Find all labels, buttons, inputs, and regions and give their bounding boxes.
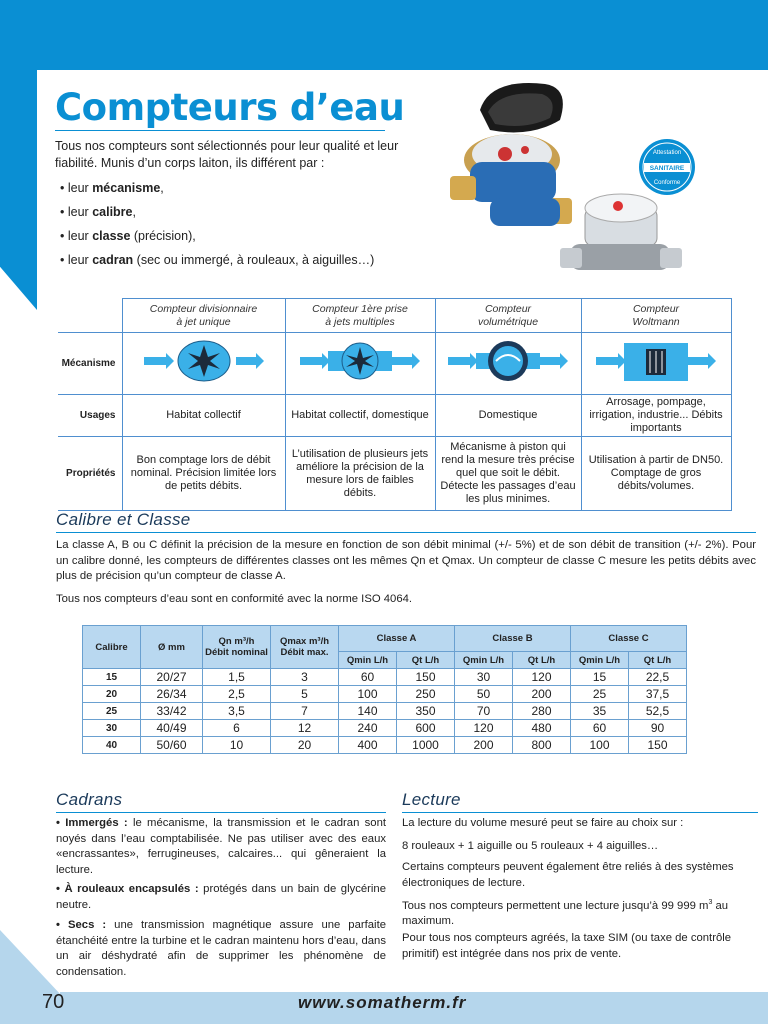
usage-cell: Habitat collectif, domestique <box>285 395 435 437</box>
table-cell: 7 <box>271 703 339 720</box>
table-cell: 480 <box>513 720 571 737</box>
cadran-secs: • Secs : une transmission magnétique assure une parfaite étanchéité entre la turbine et le cadran maintenu hors d’eau, dans un air déshydraté afin de supprimer les phénomène de condensation. <box>56 919 386 978</box>
list-item: • leur cadran (sec ou immergé, à rouleaux, à aiguilles…) <box>60 253 375 267</box>
table-cell: 20/27 <box>141 669 203 686</box>
table-cell: 25 <box>571 686 629 703</box>
table-row <box>83 669 687 686</box>
left-accent-band <box>0 70 37 310</box>
list-item: • leur classe (précision), <box>60 229 196 243</box>
table-cell: 40 <box>83 737 141 754</box>
svg-text:Attestation: Attestation <box>652 150 682 156</box>
table-cell: 280 <box>513 703 571 720</box>
table-cell: 15 <box>83 669 141 686</box>
table-cell: 60 <box>571 720 629 737</box>
usage-cell: Domestique <box>435 395 581 437</box>
table-cell: 37,5 <box>629 686 687 703</box>
table-cell: 25 <box>83 703 141 720</box>
lecture-intro: La lecture du volume mesuré peut se faire au choix sur : <box>402 817 684 829</box>
table-cell: 50/60 <box>141 737 203 754</box>
calibre-table <box>82 625 687 754</box>
calibre-table-body <box>83 669 687 754</box>
table-cell: 22,5 <box>629 669 687 686</box>
properties-cell: Bon comptage lors de débit nominal. Précision limitée lors de petits débits. <box>122 437 285 511</box>
col-qmax: Qmax m³/h Débit max. <box>271 626 339 669</box>
table-cell: 35 <box>571 703 629 720</box>
col-qmin: Qmin L/h <box>571 652 629 669</box>
page-number: 70 <box>42 991 65 1013</box>
sanitary-certification-seal <box>638 138 696 196</box>
table-cell: 250 <box>397 686 455 703</box>
multi-jet-diagram <box>285 333 435 395</box>
table-cell: 120 <box>513 669 571 686</box>
table-cell: 40/49 <box>141 720 203 737</box>
col-qt: Qt L/h <box>629 652 687 669</box>
col-qt: Qt L/h <box>397 652 455 669</box>
section-rule <box>402 812 758 813</box>
col-qmin: Qmin L/h <box>339 652 397 669</box>
table-cell: 200 <box>513 686 571 703</box>
properties-cell: Utilisation à partir de DN50. Comptage de gros débits/volumes. <box>581 437 731 511</box>
table-cell: 140 <box>339 703 397 720</box>
col-diameter: Ø mm <box>141 626 203 669</box>
table-cell: 2,5 <box>203 686 271 703</box>
lecture-electronic: Certains compteurs peuvent également être reliés à des systèmes électroniques de lecture. <box>402 861 734 889</box>
section-rule <box>56 812 386 813</box>
col-qmin: Qmin L/h <box>455 652 513 669</box>
col-class-c: Classe C <box>571 626 687 652</box>
table-cell: 1,5 <box>203 669 271 686</box>
svg-text:SANITAIRE: SANITAIRE <box>649 165 685 172</box>
table-cell: 3 <box>271 669 339 686</box>
table-cell: 52,5 <box>629 703 687 720</box>
section-title-lecture: Lecture <box>402 790 461 809</box>
col-class-b: Classe B <box>455 626 571 652</box>
cadran-rouleaux: • À rouleaux encapsulés : protégés dans un bain de glycérine neutre. <box>56 883 386 911</box>
table-row <box>83 703 687 720</box>
title-underline <box>55 130 385 131</box>
table-cell: 70 <box>455 703 513 720</box>
row-label-proprietes: Propriétés <box>58 437 122 511</box>
calibre-paragraph: La classe A, B ou C définit la précision de la mesure en fonction de son débit minimal (+/- 5%) et de son débit de transition (+/- 2%). Pour un calibre donné, les compteurs de différentes classes ont les mêmes Qn et Qmax. Un compteur de classe C mesure les petits débits avec plus de précision qu’un compteur de classe A. <box>56 539 756 583</box>
svg-text:Conforme: Conforme <box>653 180 681 186</box>
table-cell: 150 <box>397 669 455 686</box>
table-cell: 30 <box>83 720 141 737</box>
table-cell: 200 <box>455 737 513 754</box>
properties-cell: L’utilisation de plusieurs jets améliore la précision de la mesure lors de faibles débits. <box>285 437 435 511</box>
list-item: • leur mécanisme, <box>60 181 164 195</box>
col-calibre: Calibre <box>83 626 141 669</box>
table-cell: 350 <box>397 703 455 720</box>
table-cell: 150 <box>629 737 687 754</box>
table-cell: 400 <box>339 737 397 754</box>
lecture-max: Tous nos compteurs permettent une lecture jusqu’à 99 999 $m^3$ au maximum. <box>402 899 729 928</box>
meter-comparison-table <box>58 298 732 511</box>
col-qn: Qn m³/h Débit nominal <box>203 626 271 669</box>
table-cell: 60 <box>339 669 397 686</box>
table-cell: 26/34 <box>141 686 203 703</box>
feature-list <box>60 180 374 276</box>
row-label-mecanisme: Mécanisme <box>58 333 122 395</box>
table-cell: 50 <box>455 686 513 703</box>
header-multi-jet: Compteur 1ère prise à jets multiples <box>285 299 435 333</box>
page-title: Compteurs d’eau <box>55 86 405 129</box>
table-cell: 240 <box>339 720 397 737</box>
cadran-immerge: • Immergés : le mécanisme, la transmission et le cadran sont noyés dans l’eau comptabilisée. Ne pas utiliser avec des eaux «encrassantes», ferrugineuses, calcaires... qui gêneraient la lecture. <box>56 817 386 876</box>
header-volumetric: Compteur volumétrique <box>435 299 581 333</box>
table-cell: 20 <box>83 686 141 703</box>
table-cell: 33/42 <box>141 703 203 720</box>
table-cell: 15 <box>571 669 629 686</box>
table-cell: 6 <box>203 720 271 737</box>
table-row <box>83 686 687 703</box>
header-woltmann: Compteur Woltmann <box>581 299 731 333</box>
col-qt: Qt L/h <box>513 652 571 669</box>
woltmann-diagram <box>581 333 731 395</box>
website-link[interactable]: www.somatherm.fr <box>298 993 467 1012</box>
table-cell: 100 <box>339 686 397 703</box>
properties-cell: Mécanisme à piston qui rend la mesure très précise quel que soit le débit. Détecte les passages d’eau les plus minimes. <box>435 437 581 511</box>
lecture-options: 8 rouleaux + 1 aiguille ou 5 rouleaux + 4 aiguilles… <box>402 840 659 852</box>
table-cell: 1000 <box>397 737 455 754</box>
table-cell: 800 <box>513 737 571 754</box>
table-cell: 30 <box>455 669 513 686</box>
table-cell: 5 <box>271 686 339 703</box>
usage-cell: Arrosage, pompage, irrigation, industrie... Débits importants <box>581 395 731 437</box>
table-cell: 120 <box>455 720 513 737</box>
table-cell: 3,5 <box>203 703 271 720</box>
list-item: • leur calibre, <box>60 205 136 219</box>
table-cell: 10 <box>203 737 271 754</box>
usage-cell: Habitat collectif <box>122 395 285 437</box>
intro-text: Tous nos compteurs sont sélectionnés pour leur qualité et leur fiabilité. Munis d’un corps laiton, ils différent par : <box>55 139 399 170</box>
lecture-taxe: Pour tous nos compteurs agréés, la taxe SIM (ou taxe de contrôle primitif) est intégrée dans nos prix de vente. <box>402 932 732 960</box>
table-row <box>83 720 687 737</box>
section-title-calibre: Calibre et Classe <box>56 510 191 529</box>
section-title-cadrans: Cadrans <box>56 790 123 809</box>
table-cell: 100 <box>571 737 629 754</box>
table-cell: 12 <box>271 720 339 737</box>
header-single-jet: Compteur divisionnaire à jet unique <box>122 299 285 333</box>
row-label-usages: Usages <box>58 395 122 437</box>
top-banner <box>0 0 768 70</box>
single-jet-diagram <box>122 333 285 395</box>
table-cell: 20 <box>271 737 339 754</box>
iso-paragraph: Tous nos compteurs d’eau sont en conformité avec la norme ISO 4064. <box>56 593 413 605</box>
table-cell: 600 <box>397 720 455 737</box>
table-cell: 90 <box>629 720 687 737</box>
volumetric-diagram <box>435 333 581 395</box>
section-rule <box>56 532 756 533</box>
col-class-a: Classe A <box>339 626 455 652</box>
table-row <box>83 737 687 754</box>
